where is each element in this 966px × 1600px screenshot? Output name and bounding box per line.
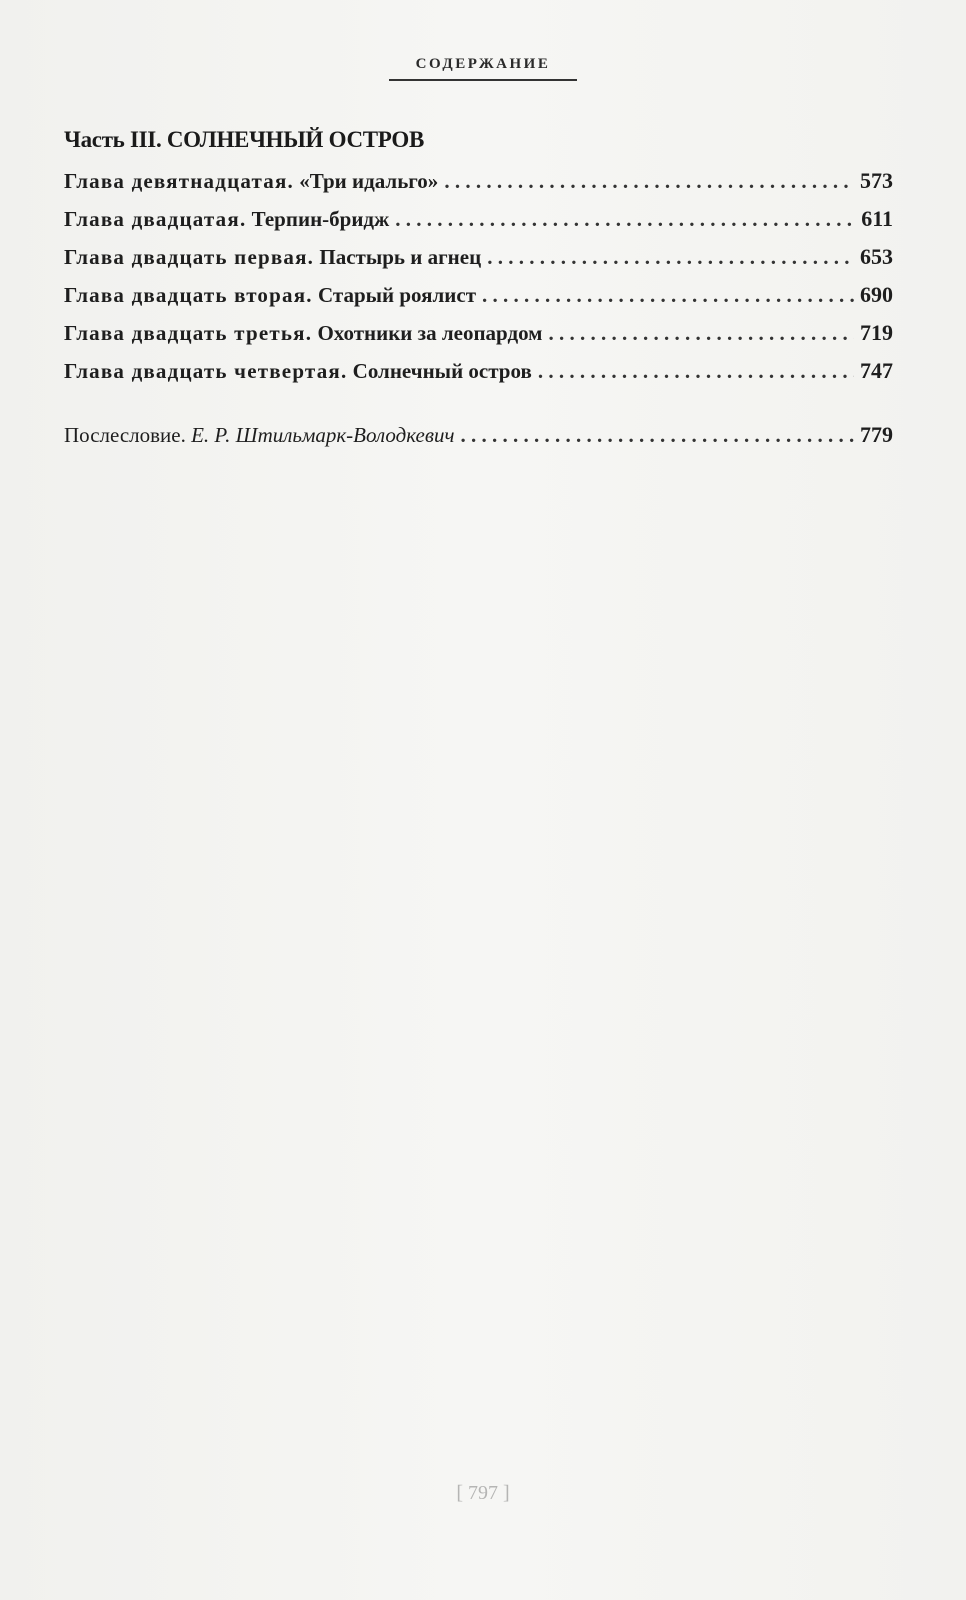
chapter-title: Терпин-бридж [251,207,390,231]
dot-leader [482,276,854,314]
toc-entry[interactable] [64,200,893,238]
afterword-author: Е. Р. Штильмарк-Володкевич [191,423,455,447]
toc-entry[interactable] [64,352,893,390]
toc-entry[interactable] [64,238,893,276]
chapter-number: Глава двадцать первая. [64,245,315,269]
chapter-title: «Три идальго» [299,169,439,193]
footer-page-number: [ 797 ] [456,1482,510,1504]
chapter-number: Глава двадцать вторая. [64,283,313,307]
page-number: 611 [861,206,893,231]
toc-entry[interactable] [64,314,893,352]
page-footer [0,1482,966,1505]
table-of-contents [64,120,893,454]
chapter-number: Глава двадцать четвертая. [64,359,348,383]
toc-entry[interactable] [64,162,893,200]
page-header [0,55,966,81]
chapter-number: Глава двадцать третья. [64,321,313,345]
dot-leader [487,238,854,276]
contents-heading: СОДЕРЖАНИЕ [389,56,577,81]
page-number: 779 [860,422,893,447]
dot-leader [460,416,854,454]
part-title: Часть III. СОЛНЕЧНЫЙ ОСТРОВ [64,127,425,152]
toc-entry-afterword[interactable] [64,416,893,454]
dot-leader [548,314,854,352]
page-number: 690 [860,282,893,307]
chapter-title: Пастырь и агнец [319,245,482,269]
page-number: 747 [860,358,893,383]
dot-leader [538,352,854,390]
dot-leader [444,162,854,200]
dot-leader [395,200,855,238]
page-number: 719 [860,320,893,345]
show-through-texture [64,520,893,748]
chapter-number: Глава девятнадцатая. [64,169,295,193]
page-number: 653 [860,244,893,269]
page-number: 573 [860,168,893,193]
chapter-number: Глава двадцатая. [64,207,247,231]
chapter-title: Охотники за леопардом [317,321,543,345]
chapter-title: Солнечный остров [352,359,532,383]
afterword-label: Послесловие. [64,423,186,447]
chapter-title: Старый роялист [317,283,477,307]
toc-entry[interactable] [64,276,893,314]
